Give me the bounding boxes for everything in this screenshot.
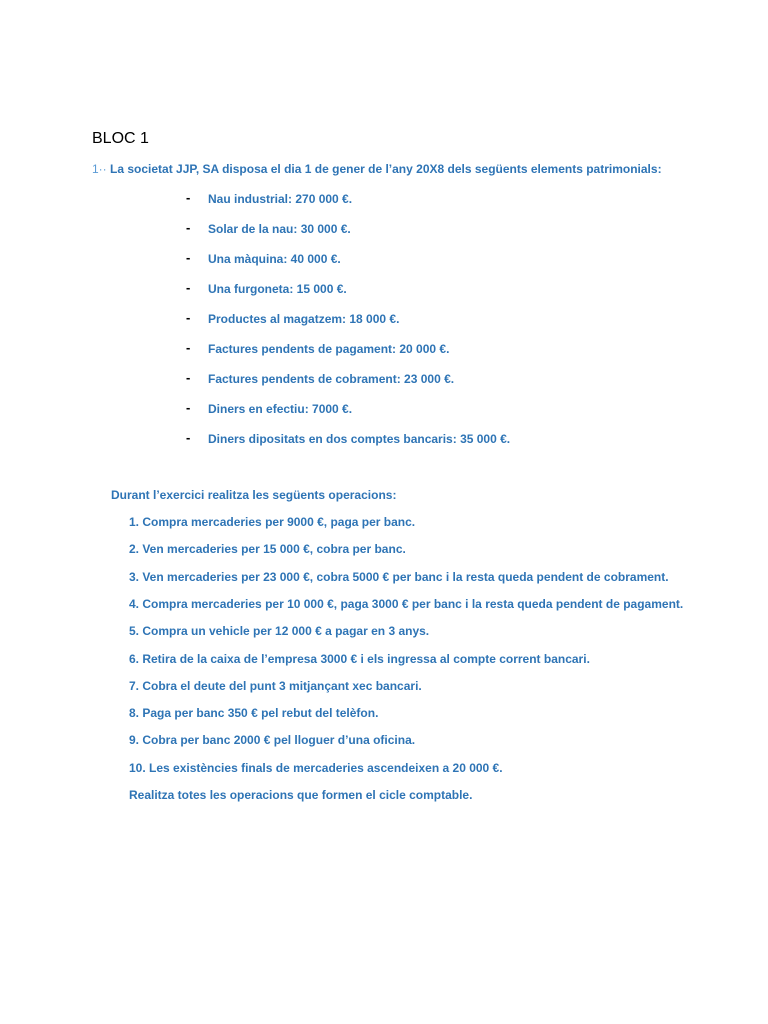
dash-bullet: - [186,400,191,415]
list-item-text: Factures pendents de pagament: 20 000 €. [208,342,450,356]
list-item-text: Productes al magatzem: 18 000 €. [208,312,400,326]
dash-bullet: - [186,370,191,385]
dash-bullet: - [186,310,191,325]
operation-item: 5. Compra un vehicle per 12 000 € a pagar en 3 anys. [129,624,430,638]
exercise-number: 1·· [92,162,107,176]
list-item-text: Solar de la nau: 30 000 €. [208,222,351,236]
dash-bullet: - [186,280,191,295]
list-item-text: Diners en efectiu: 7000 €. [208,402,353,416]
dash-bullet: - [186,220,191,235]
dash-bullet: - [186,250,191,265]
closing-instruction: Realitza totes les operacions que formen el cicle comptable. [129,788,473,802]
operation-item: 4. Compra mercaderies per 10 000 €, paga 3000 € per banc i la resta queda pendent de pagament. [129,597,684,611]
operation-item: 1. Compra mercaderies per 9000 €, paga per banc. [129,515,416,529]
list-item-text: Una furgoneta: 15 000 €. [208,282,347,296]
list-item-text: Nau industrial: 270 000 €. [208,192,353,206]
dash-bullet: - [186,190,191,205]
list-item-text: Una màquina: 40 000 €. [208,252,341,266]
operation-item: 6. Retira de la caixa de l’empresa 3000 € i els ingressa al compte corrent bancari. [129,652,590,666]
operation-item: 3. Ven mercaderies per 23 000 €, cobra 5000 € per banc i la resta queda pendent de cobrament. [129,570,669,584]
operation-item: 10. Les existències finals de mercaderies ascendeixen a 20 000 €. [129,761,503,775]
exercise-intro [92,162,662,176]
dash-bullet: - [186,340,191,355]
exercise-intro-text: La societat JJP, SA disposa el dia 1 de gener de l’any 20X8 dels següents elements patrimonials: [110,162,662,176]
operation-item: 8. Paga per banc 350 € pel rebut del telèfon. [129,706,379,720]
operation-item: 9. Cobra per banc 2000 € pel lloguer d’una oficina. [129,733,416,747]
list-item-text: Diners dipositats en dos comptes bancaris: 35 000 €. [208,432,511,446]
operations-intro: Durant l’exercici realitza les següents operacions: [111,488,397,502]
operation-item: 2. Ven mercaderies per 15 000 €, cobra per banc. [129,542,406,556]
operation-item: 7. Cobra el deute del punt 3 mitjançant xec bancari. [129,679,422,693]
section-heading: BLOC 1 [92,130,149,147]
dash-bullet: - [186,430,191,445]
list-item-text: Factures pendents de cobrament: 23 000 €. [208,372,455,386]
